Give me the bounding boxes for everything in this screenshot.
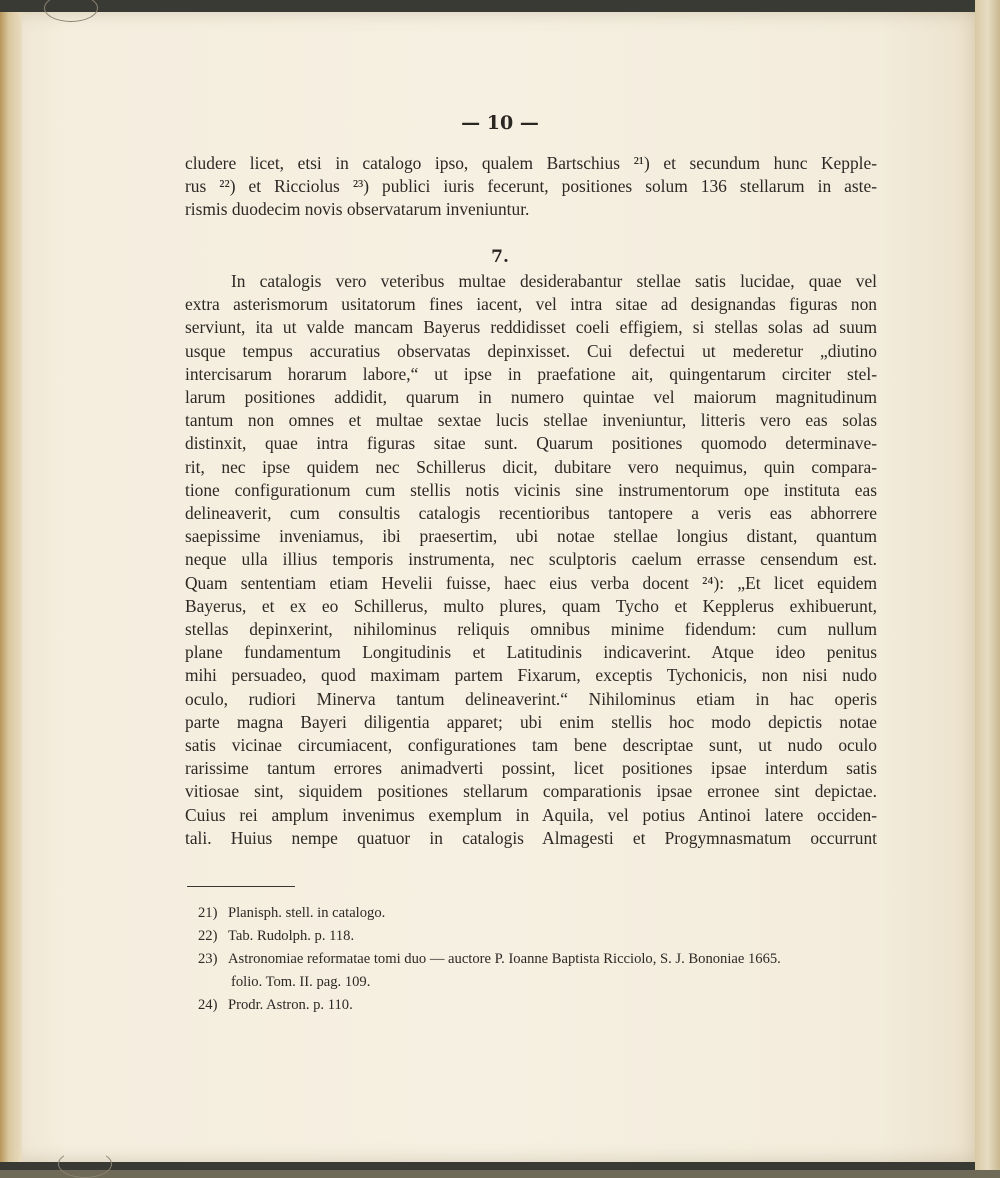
- text-line: intercisarum horarum labore,“ ut ipse in praefatione ait, quingentarum circiter stel-: [185, 363, 877, 384]
- footnote: [198, 948, 888, 971]
- section-number: 7.: [491, 247, 509, 267]
- text-line: oculo, rudiori Minerva tantum delineaverint.“ Nihilominus etiam in hac operis: [185, 688, 877, 709]
- text-line: satis vicinae circumiacent, configurationes tam bene descriptae sunt, ut nudo oculo: [185, 735, 877, 756]
- text-line: stellas depinxerint, nihilominus reliquis omnibus minime fidendum: cum nullum: [185, 619, 877, 640]
- paragraph-2: [185, 270, 877, 850]
- footnote-number: 24): [198, 997, 218, 1013]
- text-line: serviunt, ita ut valde mancam Bayerus reddidisset coeli effigiem, si stellas solas ad suum: [185, 317, 877, 338]
- text-line: saepissime inveniamus, ibi praesertim, ubi notae stellae longius distant, quantum: [185, 526, 877, 547]
- footnote-continuation: folio. Tom. II. pag. 109.: [231, 974, 371, 990]
- text-line: Quam sententiam etiam Hevelii fuisse, haec eius verba docent ²⁴): „Et licet equidem: [185, 572, 877, 593]
- text-line: tali. Huius nempe quatuor in catalogis Almagesti et Progymnasmatum occurrunt: [185, 827, 877, 848]
- text-line: vitiosae sint, siquidem positiones stellarum comparationis ipsae erronee sint depictae.: [185, 781, 877, 802]
- footnote-number: 21): [198, 905, 218, 921]
- text-line: Cuius rei amplum invenimus exemplum in Aquila, vel potius Antinoi latere occiden-: [185, 804, 877, 825]
- text-line: Bayerus, et ex eo Schillerus, multo plures, quam Tycho et Kepplerus exhibuerunt,: [185, 595, 877, 616]
- footnotes: [198, 902, 888, 1017]
- footnote: [198, 902, 888, 925]
- paragraph-1: [185, 152, 877, 222]
- page-left-edge: [0, 12, 22, 1162]
- footnote-text: Prodr. Astron. p. 110.: [228, 997, 353, 1013]
- text-line: In catalogis vero veteribus multae desiderabantur stellae satis lucidae, quae vel: [231, 271, 877, 291]
- text-line: tantum non omnes et multae sextae lucis stellae inveniuntur, litteris vero eas solas: [185, 410, 877, 431]
- text-line: rarissime tantum errores animadverti possint, licet positiones ipsae interdum satis: [185, 758, 877, 779]
- footnote-number: 23): [198, 951, 218, 967]
- text-line: larum positiones addidit, quarum in numero quintae vel maiorum magnitudinum: [185, 387, 877, 408]
- page-number: — 10 —: [461, 112, 539, 134]
- text-line: parte magna Bayeri diligentia apparet; ubi enim stellis hoc modo depictis notae: [185, 711, 877, 732]
- text-line: rismis duodecim novis observatarum inveniuntur.: [185, 199, 530, 220]
- text-line: rit, nec ipse quidem nec Schillerus dicit, dubitare vero nequimus, quin compara-: [185, 456, 877, 477]
- text-line: rus ²²) et Ricciolus ²³) publici iuris fecerunt, positiones solum 136 stellarum in aste-: [185, 176, 877, 197]
- text-line: extra asterismorum usitatorum fines iacent, vel intra sitae ad designandas figuras non: [185, 294, 877, 315]
- text-line: neque ulla illius temporis instrumenta, nec sculptoris caelum errasse censendum est.: [185, 549, 877, 570]
- footnote-text: Tab. Rudolph. p. 118.: [228, 928, 355, 944]
- text-line: cludere licet, etsi in catalogo ipso, qualem Bartschius ²¹) et secundum hunc Kepple-: [185, 153, 877, 173]
- text-line: plane fundamentum Longitudinis et Latitudinis indicaverint. Atque ideo penitus: [185, 642, 877, 663]
- page-right-edge: [975, 0, 1000, 1170]
- footnote-text: Planisph. stell. in catalogo.: [228, 905, 386, 921]
- text-line: distinxit, quae intra figuras sitae sunt. Quarum positiones quomodo determinave-: [185, 433, 877, 454]
- text-line: tione configurationum cum stellis notis vicinis sine instrumentorum ope instituta eas: [185, 479, 877, 500]
- footnote-number: 22): [198, 928, 218, 944]
- text-line: delineaverit, cum consultis catalogis recentioribus tantopere a veris eas abhorrere: [185, 503, 877, 524]
- text-line: usque tempus accuratius observatas depinxisset. Cui defectui ut mederetur „diutino: [185, 340, 877, 361]
- footnote-text: Astronomiae reformatae tomi duo — auctore P. Ioanne Baptista Ricciolo, S. J. Bononiae 1665.: [228, 951, 781, 967]
- binding-ring-bottom: [58, 1150, 112, 1178]
- text-line: mihi persuadeo, quod maximam partem Fixarum, exceptis Tychonicis, non nisi nudo: [185, 665, 877, 686]
- footnote-divider: [187, 886, 295, 887]
- footnote: [198, 925, 888, 948]
- footnote: [198, 994, 888, 1017]
